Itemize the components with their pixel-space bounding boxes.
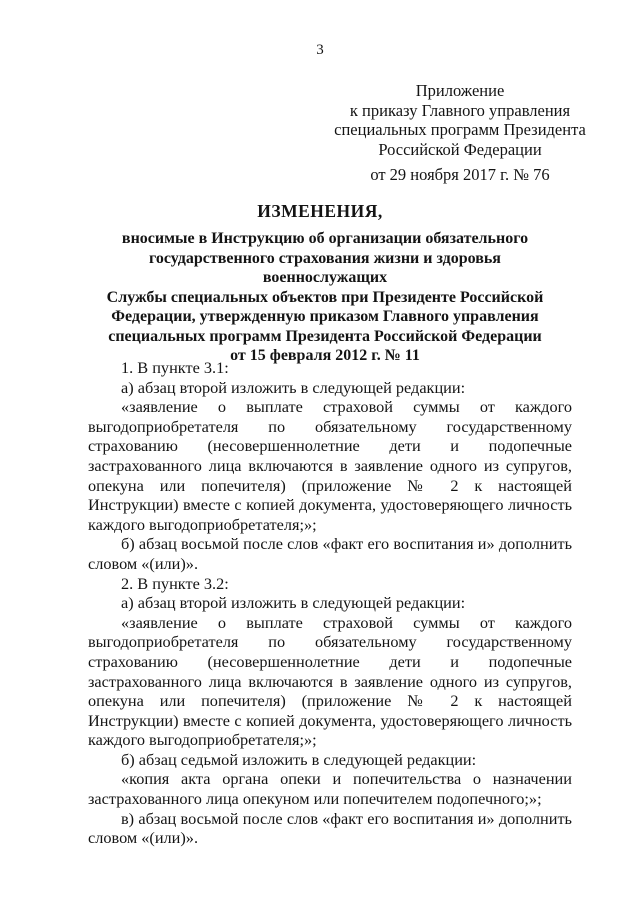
paragraph: б) абзац седьмой изложить в следующей редакции:: [121, 749, 477, 769]
subtitle-line: государственного страхования жизни и здоровья военнослужащих: [149, 249, 501, 286]
subtitle-line: вносимые в Инструкцию об организации обязательного: [121, 230, 529, 247]
paragraph: 2. В пункте 3.2:: [121, 573, 229, 593]
page-number: 3: [316, 42, 324, 58]
subtitle-line: Федерации, утвержденную приказом Главного управления: [111, 308, 539, 325]
document-subtitle: [88, 229, 562, 366]
paragraph: «заявление о выплате страховой суммы от каждого выгодоприобретателя по обязательному государственному страхованию (несовершеннолетние дети и подопечные застрахованного лица включаются в заявление одного из супругов, опекуна или попечителя) (приложение № 2 к настоящей Инструкции) вместе с копией документа, удостоверяющего личность каждого выгодоприобретателя;»;: [88, 397, 572, 534]
appendix-line: Российской Федерации: [378, 139, 542, 159]
appendix-line: от 29 ноября 2017 г. № 76: [370, 165, 550, 184]
paragraph: а) абзац второй изложить в следующей редакции:: [121, 593, 466, 613]
paragraph: в) абзац восьмой после слов «факт его воспитания и» дополнить словом «(или)».: [88, 808, 572, 848]
document-title: ИЗМЕНЕНИЯ,: [257, 201, 383, 221]
paragraph: «копия акта органа опеки и попечительства о назначении застрахованного лица опекуном или попечителем подопечного;»;: [88, 769, 572, 809]
appendix-line: специальных программ Президента: [334, 120, 586, 139]
appendix-line: к приказу Главного управления: [349, 100, 571, 120]
paragraph: а) абзац второй изложить в следующей редакции:: [121, 377, 466, 397]
document-body: [88, 358, 572, 848]
subtitle-line: от 15 февраля 2012 г. № 11: [230, 347, 420, 364]
appendix-block: [330, 81, 590, 185]
appendix-line: Приложение: [415, 81, 505, 100]
paragraph: б) абзац восьмой после слов «факт его воспитания и» дополнить словом «(или)».: [88, 534, 572, 573]
subtitle-line: Службы специальных объектов при Президенте Российской: [106, 288, 544, 306]
paragraph: 1. В пункте 3.1:: [121, 358, 229, 377]
paragraph: «заявление о выплате страховой суммы от каждого выгодоприобретателя по обязательному государственному страхованию (несовершеннолетние дети и подопечные застрахованного лица включаются в заявление одного из супругов, опекуна или попечителя) (приложение № 2 к настоящей Инструкции) вместе с копией документа, удостоверяющего личность каждого выгодоприобретателя;»;: [88, 612, 572, 750]
subtitle-line: специальных программ Президента Российской Федерации: [108, 327, 542, 345]
